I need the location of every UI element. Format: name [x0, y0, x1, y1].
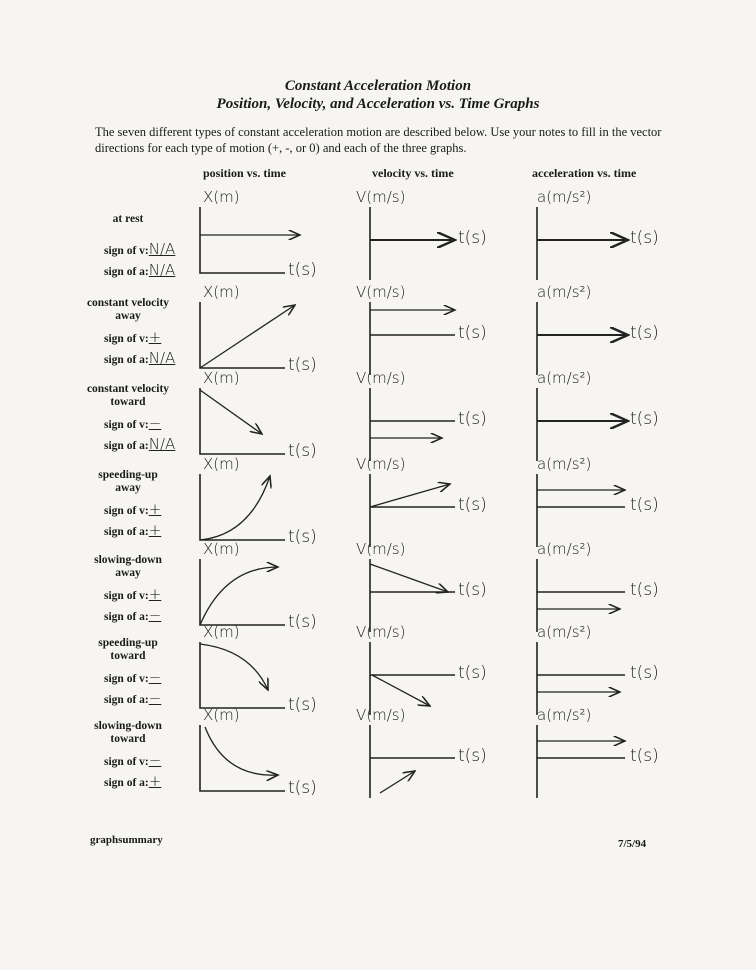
- acceleration-axis-label: a(m/s²): [537, 706, 592, 724]
- motion-type-text: away: [115, 482, 141, 494]
- sign-of-v-answer[interactable]: −: [148, 414, 162, 432]
- position-axis-label: X(m): [203, 540, 240, 558]
- sign-of-v-answer[interactable]: +: [148, 500, 162, 518]
- sign-of-v-answer[interactable]: −: [148, 751, 162, 769]
- time-axis-label: t(s): [458, 746, 487, 766]
- sign-of-v-label: sign of v:: [104, 333, 149, 345]
- sign-of-a-answer[interactable]: −: [148, 689, 162, 707]
- sign-of-a-label: sign of a:: [104, 777, 149, 789]
- motion-type-text: slowing-down: [94, 720, 162, 732]
- sign-of-a-answer[interactable]: −: [148, 606, 162, 624]
- time-axis-label: t(s): [458, 228, 487, 248]
- worksheet-subtitle: Position, Velocity, and Acceleration vs. Time Graphs: [216, 96, 540, 112]
- sign-of-v-label: sign of v:: [104, 590, 149, 602]
- column-header-velocity: velocity vs. time: [372, 166, 454, 180]
- position-axes: [200, 559, 285, 625]
- time-axis-label: t(s): [458, 409, 487, 429]
- footer-date: 7/5/94: [618, 838, 647, 850]
- worksheet-title: Constant Acceleration Motion: [284, 78, 472, 94]
- position-axis-label: X(m): [203, 706, 240, 724]
- time-axis-label: t(s): [288, 441, 317, 461]
- velocity-axis-label: V(m/s): [356, 623, 406, 641]
- velocity-axis-label: V(m/s): [356, 455, 406, 473]
- time-axis-label: t(s): [630, 580, 659, 600]
- position-axes: [200, 207, 285, 273]
- motion-type-text: speeding-up: [98, 469, 158, 481]
- time-axis-label: t(s): [288, 527, 317, 547]
- sign-of-v-answer[interactable]: N/A: [148, 240, 176, 258]
- motion-type-text: away: [115, 567, 141, 579]
- motion-type-text: toward: [110, 396, 146, 408]
- velocity-axis-label: V(m/s): [356, 706, 406, 724]
- sign-of-v-label: sign of v:: [104, 673, 149, 685]
- velocity-axis-label: V(m/s): [356, 540, 406, 558]
- position-axes: [200, 474, 285, 540]
- sign-of-v-label: sign of v:: [104, 419, 149, 431]
- acceleration-axis-label: a(m/s²): [537, 540, 592, 558]
- sign-of-a-answer[interactable]: +: [148, 521, 162, 539]
- time-axis-label: t(s): [288, 260, 317, 280]
- motion-type-text: away: [115, 310, 141, 322]
- position-axis-label: X(m): [203, 369, 240, 387]
- velocity-curve: [380, 771, 415, 793]
- time-axis-label: t(s): [630, 228, 659, 248]
- position-axis-label: X(m): [203, 283, 240, 301]
- time-axis-label: t(s): [630, 409, 659, 429]
- position-axis-label: X(m): [203, 188, 240, 206]
- velocity-axis-label: V(m/s): [356, 369, 406, 387]
- footer-label: graphsummary: [90, 834, 163, 846]
- time-axis-label: t(s): [630, 495, 659, 515]
- position-axes: [200, 302, 285, 368]
- instructions: The seven different types of constant acceleration motion are described below. Use your notes to fill in the vector directions for each type of motion (+, -, or 0) and each of the three graphs.: [95, 125, 662, 155]
- position-curve: [205, 727, 278, 775]
- position-axes: [200, 642, 285, 708]
- time-axis-label: t(s): [458, 580, 487, 600]
- velocity-curve: [370, 484, 450, 507]
- sign-of-v-label: sign of v:: [104, 245, 149, 257]
- sign-of-a-label: sign of a:: [104, 611, 149, 623]
- motion-type-text: constant velocity: [86, 297, 170, 309]
- sign-of-a-label: sign of a:: [104, 526, 149, 538]
- position-curve: [200, 567, 278, 625]
- velocity-curve: [372, 675, 430, 706]
- acceleration-axis-label: a(m/s²): [537, 188, 592, 206]
- time-axis-label: t(s): [458, 663, 487, 683]
- time-axis-label: t(s): [630, 746, 659, 766]
- time-axis-label: t(s): [288, 695, 317, 715]
- time-axis-label: t(s): [458, 323, 487, 343]
- position-curve: [200, 644, 268, 690]
- motion-type-text: at rest: [112, 213, 144, 225]
- column-header-acceleration: acceleration vs. time: [532, 166, 637, 180]
- position-axes: [200, 388, 285, 454]
- time-axis-label: t(s): [630, 663, 659, 683]
- time-axis-label: t(s): [288, 612, 317, 632]
- sign-of-a-answer[interactable]: N/A: [148, 435, 176, 453]
- sign-of-a-label: sign of a:: [104, 440, 149, 452]
- time-axis-label: t(s): [630, 323, 659, 343]
- acceleration-axis-label: a(m/s²): [537, 623, 592, 641]
- acceleration-axis-label: a(m/s²): [537, 369, 592, 387]
- velocity-axis-label: V(m/s): [356, 283, 406, 301]
- sign-of-a-answer[interactable]: N/A: [148, 349, 176, 367]
- position-curve: [200, 476, 270, 540]
- sign-of-v-answer[interactable]: −: [148, 668, 162, 686]
- acceleration-axis-label: a(m/s²): [537, 455, 592, 473]
- sign-of-a-label: sign of a:: [104, 354, 149, 366]
- sign-of-v-label: sign of v:: [104, 756, 149, 768]
- velocity-axis-label: V(m/s): [356, 188, 406, 206]
- sign-of-a-answer[interactable]: N/A: [148, 261, 176, 279]
- sign-of-v-answer[interactable]: +: [148, 585, 162, 603]
- time-axis-label: t(s): [288, 778, 317, 798]
- motion-type-text: toward: [110, 733, 146, 745]
- sign-of-v-label: sign of v:: [104, 505, 149, 517]
- sign-of-v-answer[interactable]: +: [148, 328, 162, 346]
- velocity-curve: [370, 564, 448, 592]
- motion-type-text: constant velocity: [86, 383, 170, 395]
- position-axes: [200, 725, 285, 791]
- motion-type-text: slowing-down: [94, 554, 162, 566]
- sign-of-a-label: sign of a:: [104, 694, 149, 706]
- position-axis-label: X(m): [203, 455, 240, 473]
- sign-of-a-answer[interactable]: +: [148, 772, 162, 790]
- position-axis-label: X(m): [203, 623, 240, 641]
- motion-type-text: speeding-up: [98, 637, 158, 649]
- position-curve: [200, 390, 262, 434]
- column-header-position: position vs. time: [203, 166, 287, 180]
- motion-type-text: toward: [110, 650, 146, 662]
- time-axis-label: t(s): [458, 495, 487, 515]
- acceleration-axis-label: a(m/s²): [537, 283, 592, 301]
- position-curve: [200, 305, 295, 368]
- sign-of-a-label: sign of a:: [104, 266, 149, 278]
- time-axis-label: t(s): [288, 355, 317, 375]
